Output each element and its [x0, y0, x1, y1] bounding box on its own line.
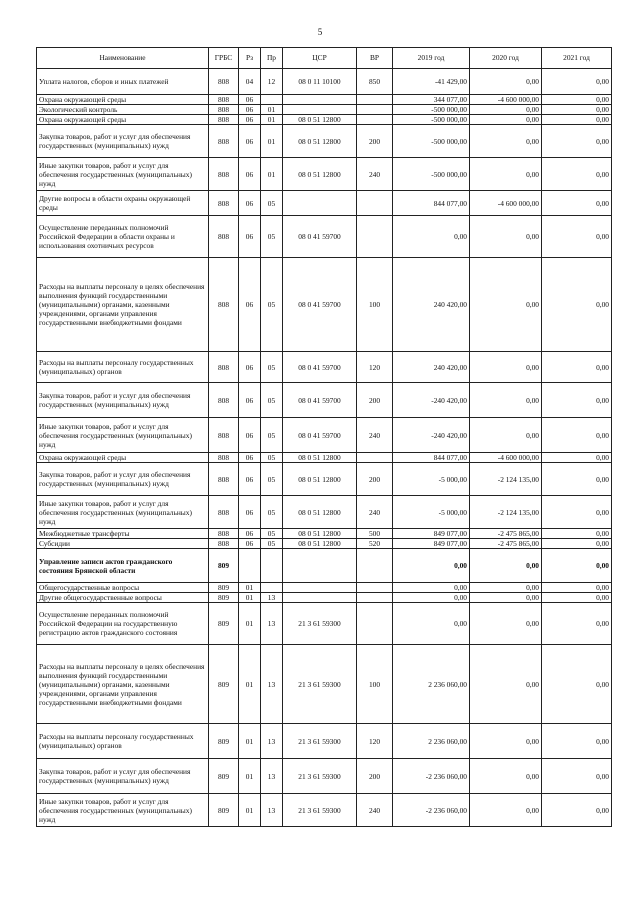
- cell-pr: [261, 583, 283, 593]
- cell-y2019: 0,00: [393, 603, 470, 645]
- cell-name: Другие общегосударственные вопросы: [37, 593, 209, 603]
- cell-rz: 06: [239, 529, 261, 539]
- cell-pr: 05: [261, 418, 283, 453]
- cell-y2020: -4 600 000,00: [470, 453, 542, 463]
- cell-vr: [357, 105, 393, 115]
- cell-y2021: 0,00: [542, 115, 612, 125]
- cell-vr: 200: [357, 125, 393, 158]
- cell-vr: 100: [357, 645, 393, 724]
- cell-y2021: 0,00: [542, 603, 612, 645]
- cell-csr: [283, 95, 357, 105]
- cell-grbs: 808: [209, 383, 239, 418]
- cell-y2019: -5 000,00: [393, 496, 470, 529]
- cell-y2019: 240 420,00: [393, 258, 470, 352]
- cell-grbs: 808: [209, 463, 239, 496]
- cell-vr: 100: [357, 258, 393, 352]
- cell-pr: 13: [261, 759, 283, 794]
- cell-name: Охрана окружающей среды: [37, 115, 209, 125]
- cell-y2019: 2 236 060,00: [393, 724, 470, 759]
- cell-y2021: 0,00: [542, 539, 612, 549]
- cell-y2020: -4 600 000,00: [470, 95, 542, 105]
- cell-y2021: 0,00: [542, 583, 612, 593]
- cell-csr: 21 3 61 59300: [283, 645, 357, 724]
- cell-csr: [283, 583, 357, 593]
- column-header: ГРБС: [209, 48, 239, 69]
- table-row: [37, 549, 612, 583]
- cell-pr: 05: [261, 496, 283, 529]
- cell-pr: 05: [261, 463, 283, 496]
- column-header: ЦСР: [283, 48, 357, 69]
- cell-grbs: 809: [209, 593, 239, 603]
- cell-csr: 08 0 41 59700: [283, 352, 357, 383]
- cell-csr: 08 0 51 12800: [283, 496, 357, 529]
- cell-rz: 06: [239, 453, 261, 463]
- cell-vr: [357, 549, 393, 583]
- cell-grbs: 808: [209, 529, 239, 539]
- cell-rz: 01: [239, 724, 261, 759]
- cell-pr: 12: [261, 69, 283, 95]
- cell-y2019: 344 077,00: [393, 95, 470, 105]
- table-row: [37, 125, 612, 158]
- cell-vr: 850: [357, 69, 393, 95]
- table-row: [37, 115, 612, 125]
- cell-vr: 120: [357, 352, 393, 383]
- cell-y2021: 0,00: [542, 759, 612, 794]
- cell-rz: 06: [239, 115, 261, 125]
- cell-vr: [357, 95, 393, 105]
- cell-csr: [283, 105, 357, 115]
- cell-rz: 01: [239, 603, 261, 645]
- cell-name: Экологический контроль: [37, 105, 209, 115]
- cell-vr: 240: [357, 794, 393, 827]
- cell-y2019: -41 429,00: [393, 69, 470, 95]
- cell-rz: 01: [239, 759, 261, 794]
- table-row: [37, 418, 612, 453]
- cell-name: Осуществление переданных полномочий Российской Федерации в области охраны и использования охотничьих ресурсов: [37, 216, 209, 258]
- cell-y2020: 0,00: [470, 794, 542, 827]
- cell-csr: 08 0 41 59700: [283, 383, 357, 418]
- cell-y2021: 0,00: [542, 453, 612, 463]
- cell-csr: 21 3 61 59300: [283, 794, 357, 827]
- cell-pr: 05: [261, 539, 283, 549]
- cell-grbs: 809: [209, 759, 239, 794]
- cell-y2019: 849 077,00: [393, 529, 470, 539]
- cell-grbs: 808: [209, 95, 239, 105]
- cell-y2021: 0,00: [542, 463, 612, 496]
- cell-y2019: 2 236 060,00: [393, 645, 470, 724]
- cell-y2019: -500 000,00: [393, 125, 470, 158]
- cell-rz: 01: [239, 794, 261, 827]
- cell-grbs: 808: [209, 69, 239, 95]
- table-row: [37, 759, 612, 794]
- cell-y2020: 0,00: [470, 158, 542, 191]
- cell-csr: 08 0 11 10100: [283, 69, 357, 95]
- cell-y2019: 240 420,00: [393, 352, 470, 383]
- cell-y2020: 0,00: [470, 216, 542, 258]
- cell-vr: 200: [357, 759, 393, 794]
- cell-rz: 06: [239, 539, 261, 549]
- cell-pr: 01: [261, 125, 283, 158]
- cell-grbs: 809: [209, 549, 239, 583]
- table-row: [37, 105, 612, 115]
- cell-csr: 21 3 61 59300: [283, 724, 357, 759]
- cell-vr: [357, 191, 393, 216]
- cell-pr: [261, 549, 283, 583]
- cell-y2019: -240 420,00: [393, 383, 470, 418]
- cell-vr: 500: [357, 529, 393, 539]
- table-row: [37, 383, 612, 418]
- cell-pr: 05: [261, 383, 283, 418]
- cell-y2021: 0,00: [542, 645, 612, 724]
- cell-vr: 200: [357, 383, 393, 418]
- cell-grbs: 808: [209, 453, 239, 463]
- column-header: 2021 год: [542, 48, 612, 69]
- table-row: [37, 724, 612, 759]
- cell-pr: 01: [261, 105, 283, 115]
- table-row: [37, 69, 612, 95]
- cell-grbs: 808: [209, 496, 239, 529]
- table-header-row: [37, 48, 612, 69]
- cell-name: Охрана окружающей среды: [37, 453, 209, 463]
- cell-y2020: -2 124 135,00: [470, 496, 542, 529]
- cell-y2021: 0,00: [542, 105, 612, 115]
- cell-vr: [357, 216, 393, 258]
- cell-y2019: 844 077,00: [393, 453, 470, 463]
- cell-y2021: 0,00: [542, 216, 612, 258]
- table-row: [37, 539, 612, 549]
- cell-y2020: -4 600 000,00: [470, 191, 542, 216]
- cell-y2020: 0,00: [470, 383, 542, 418]
- column-header: Рз: [239, 48, 261, 69]
- cell-rz: 06: [239, 258, 261, 352]
- column-header: 2019 год: [393, 48, 470, 69]
- table-row: [37, 463, 612, 496]
- table-row: [37, 352, 612, 383]
- cell-y2021: 0,00: [542, 158, 612, 191]
- cell-grbs: 808: [209, 191, 239, 216]
- cell-y2019: 0,00: [393, 583, 470, 593]
- cell-grbs: 808: [209, 539, 239, 549]
- cell-y2021: 0,00: [542, 529, 612, 539]
- cell-y2019: 844 077,00: [393, 191, 470, 216]
- cell-name: Другие вопросы в области охраны окружающей среды: [37, 191, 209, 216]
- cell-csr: 08 0 51 12800: [283, 529, 357, 539]
- cell-vr: 200: [357, 463, 393, 496]
- cell-y2021: 0,00: [542, 724, 612, 759]
- column-header: 2020 год: [470, 48, 542, 69]
- cell-y2019: 0,00: [393, 549, 470, 583]
- cell-csr: [283, 593, 357, 603]
- table-row: [37, 453, 612, 463]
- cell-rz: 01: [239, 593, 261, 603]
- cell-y2020: 0,00: [470, 593, 542, 603]
- cell-rz: 04: [239, 69, 261, 95]
- column-header: Пр: [261, 48, 283, 69]
- cell-rz: 06: [239, 418, 261, 453]
- cell-y2020: 0,00: [470, 724, 542, 759]
- cell-rz: 06: [239, 95, 261, 105]
- cell-grbs: 808: [209, 258, 239, 352]
- cell-y2020: 0,00: [470, 645, 542, 724]
- cell-y2020: 0,00: [470, 105, 542, 115]
- cell-name: Закупка товаров, работ и услуг для обеспечения государственных (муниципальных) нужд: [37, 383, 209, 418]
- cell-y2019: 0,00: [393, 216, 470, 258]
- cell-rz: 06: [239, 463, 261, 496]
- table-row: [37, 583, 612, 593]
- cell-pr: 13: [261, 645, 283, 724]
- budget-table: [36, 47, 612, 827]
- cell-grbs: 808: [209, 216, 239, 258]
- table-row: [37, 603, 612, 645]
- cell-pr: 05: [261, 529, 283, 539]
- cell-rz: 06: [239, 191, 261, 216]
- cell-y2020: -2 124 135,00: [470, 463, 542, 496]
- cell-grbs: 809: [209, 645, 239, 724]
- table-row: [37, 216, 612, 258]
- cell-y2020: 0,00: [470, 125, 542, 158]
- cell-rz: 06: [239, 352, 261, 383]
- table-row: [37, 191, 612, 216]
- cell-y2019: -500 000,00: [393, 105, 470, 115]
- cell-vr: [357, 583, 393, 593]
- cell-pr: 13: [261, 603, 283, 645]
- cell-y2020: 0,00: [470, 759, 542, 794]
- table-body: [37, 69, 612, 827]
- cell-y2020: 0,00: [470, 603, 542, 645]
- cell-grbs: 808: [209, 158, 239, 191]
- cell-rz: 06: [239, 105, 261, 115]
- cell-name: Уплата налогов, сборов и иных платежей: [37, 69, 209, 95]
- cell-name: Иные закупки товаров, работ и услуг для обеспечения государственных (муниципальных) нужд: [37, 496, 209, 529]
- cell-y2020: -2 475 865,00: [470, 539, 542, 549]
- table-row: [37, 158, 612, 191]
- cell-grbs: 808: [209, 352, 239, 383]
- cell-y2019: 0,00: [393, 593, 470, 603]
- cell-pr: 13: [261, 794, 283, 827]
- cell-pr: 05: [261, 453, 283, 463]
- cell-y2020: 0,00: [470, 418, 542, 453]
- cell-rz: 01: [239, 645, 261, 724]
- table-row: [37, 794, 612, 827]
- cell-csr: 08 0 41 59700: [283, 258, 357, 352]
- cell-grbs: 809: [209, 724, 239, 759]
- cell-pr: 05: [261, 216, 283, 258]
- cell-pr: 01: [261, 158, 283, 191]
- cell-csr: 08 0 51 12800: [283, 158, 357, 191]
- cell-pr: 01: [261, 115, 283, 125]
- cell-y2021: 0,00: [542, 593, 612, 603]
- cell-y2021: 0,00: [542, 794, 612, 827]
- cell-vr: [357, 593, 393, 603]
- cell-y2020: 0,00: [470, 69, 542, 95]
- cell-name: Закупка товаров, работ и услуг для обеспечения государственных (муниципальных) нужд: [37, 125, 209, 158]
- cell-name: Расходы на выплаты персоналу государственных (муниципальных) органов: [37, 352, 209, 383]
- cell-pr: 13: [261, 724, 283, 759]
- cell-y2021: 0,00: [542, 125, 612, 158]
- cell-rz: 06: [239, 158, 261, 191]
- cell-rz: 06: [239, 496, 261, 529]
- cell-y2020: 0,00: [470, 549, 542, 583]
- cell-vr: [357, 603, 393, 645]
- cell-y2021: 0,00: [542, 496, 612, 529]
- cell-y2021: 0,00: [542, 418, 612, 453]
- cell-grbs: 808: [209, 125, 239, 158]
- cell-name: Расходы на выплаты персоналу в целях обеспечения выполнения функций государственными (муниципальными) органами, казенными учреждениями, органами управления государственными внебюджетными фондами: [37, 258, 209, 352]
- table-row: [37, 593, 612, 603]
- cell-name: Межбюджетные трансферты: [37, 529, 209, 539]
- cell-y2021: 0,00: [542, 191, 612, 216]
- table-row: [37, 258, 612, 352]
- cell-y2020: 0,00: [470, 258, 542, 352]
- cell-csr: 21 3 61 59300: [283, 759, 357, 794]
- cell-csr: 08 0 51 12800: [283, 125, 357, 158]
- cell-vr: 120: [357, 724, 393, 759]
- cell-name: Закупка товаров, работ и услуг для обеспечения государственных (муниципальных) нужд: [37, 463, 209, 496]
- cell-y2020: 0,00: [470, 583, 542, 593]
- cell-name: Иные закупки товаров, работ и услуг для обеспечения государственных (муниципальных) нужд: [37, 158, 209, 191]
- cell-y2019: -5 000,00: [393, 463, 470, 496]
- cell-y2020: -2 475 865,00: [470, 529, 542, 539]
- cell-csr: 08 0 41 59700: [283, 216, 357, 258]
- cell-rz: 06: [239, 125, 261, 158]
- cell-csr: 21 3 61 59300: [283, 603, 357, 645]
- cell-vr: [357, 453, 393, 463]
- cell-y2019: 849 077,00: [393, 539, 470, 549]
- cell-name: Иные закупки товаров, работ и услуг для обеспечения государственных (муниципальных) нужд: [37, 794, 209, 827]
- cell-y2019: -2 236 060,00: [393, 794, 470, 827]
- cell-y2021: 0,00: [542, 69, 612, 95]
- cell-grbs: 808: [209, 105, 239, 115]
- cell-csr: 08 0 51 12800: [283, 539, 357, 549]
- cell-name: Субсидии: [37, 539, 209, 549]
- cell-pr: [261, 95, 283, 105]
- cell-grbs: 809: [209, 603, 239, 645]
- cell-y2021: 0,00: [542, 258, 612, 352]
- cell-name: Закупка товаров, работ и услуг для обеспечения государственных (муниципальных) нужд: [37, 759, 209, 794]
- cell-vr: 240: [357, 158, 393, 191]
- cell-name: Иные закупки товаров, работ и услуг для обеспечения государственных (муниципальных) нужд: [37, 418, 209, 453]
- cell-rz: 01: [239, 583, 261, 593]
- cell-grbs: 808: [209, 115, 239, 125]
- page-number: 5: [317, 27, 323, 37]
- cell-csr: 08 0 51 12800: [283, 115, 357, 125]
- cell-y2021: 0,00: [542, 352, 612, 383]
- cell-grbs: 808: [209, 418, 239, 453]
- cell-rz: 06: [239, 216, 261, 258]
- table-row: [37, 95, 612, 105]
- cell-y2021: 0,00: [542, 383, 612, 418]
- cell-name: Расходы на выплаты персоналу в целях обеспечения выполнения функций государственными (муниципальными) органами, казенными учреждениями, органами управления государственными внебюджетными фондами: [37, 645, 209, 724]
- table-row: [37, 529, 612, 539]
- cell-y2021: 0,00: [542, 95, 612, 105]
- cell-y2019: -500 000,00: [393, 115, 470, 125]
- cell-y2020: 0,00: [470, 352, 542, 383]
- column-header: ВР: [357, 48, 393, 69]
- cell-csr: 08 0 41 59700: [283, 418, 357, 453]
- table-row: [37, 645, 612, 724]
- cell-vr: 520: [357, 539, 393, 549]
- cell-grbs: 809: [209, 583, 239, 593]
- table-row: [37, 496, 612, 529]
- cell-vr: [357, 115, 393, 125]
- cell-pr: 13: [261, 593, 283, 603]
- cell-rz: 06: [239, 383, 261, 418]
- cell-pr: 05: [261, 258, 283, 352]
- cell-y2019: -500 000,00: [393, 158, 470, 191]
- cell-y2020: 0,00: [470, 115, 542, 125]
- cell-csr: [283, 191, 357, 216]
- cell-vr: 240: [357, 496, 393, 529]
- cell-y2019: -240 420,00: [393, 418, 470, 453]
- cell-csr: 08 0 51 12800: [283, 463, 357, 496]
- cell-csr: 08 0 51 12800: [283, 453, 357, 463]
- column-header: Наименование: [37, 48, 209, 69]
- cell-y2021: 0,00: [542, 549, 612, 583]
- cell-name: Расходы на выплаты персоналу государственных (муниципальных) органов: [37, 724, 209, 759]
- cell-grbs: 809: [209, 794, 239, 827]
- cell-name: Охрана окружающей среды: [37, 95, 209, 105]
- cell-pr: 05: [261, 191, 283, 216]
- cell-vr: 240: [357, 418, 393, 453]
- cell-y2019: -2 236 060,00: [393, 759, 470, 794]
- cell-pr: 05: [261, 352, 283, 383]
- cell-name: Управление записи актов гражданского состояния Брянской области: [37, 549, 209, 583]
- cell-name: Осуществление переданных полномочий Российской Федерации на государственную регистрацию актов гражданского состояния: [37, 603, 209, 645]
- cell-name: Общегосударственные вопросы: [37, 583, 209, 593]
- cell-rz: [239, 549, 261, 583]
- cell-csr: [283, 549, 357, 583]
